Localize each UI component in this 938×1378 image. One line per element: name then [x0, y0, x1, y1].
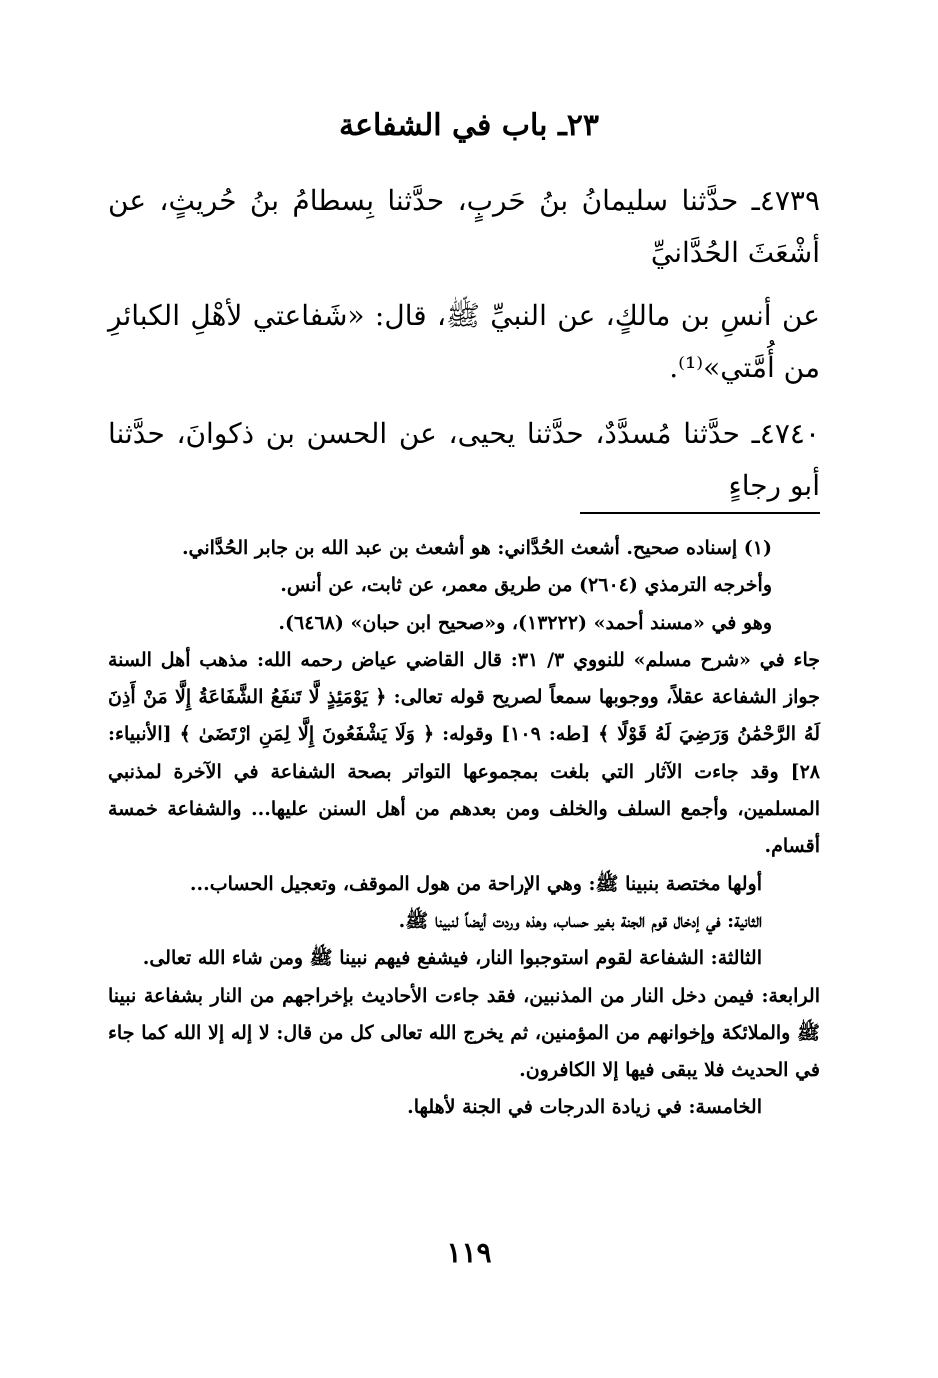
footnote-takhrij: وأخرجه الترمذي (٢٦٠٤) من طريق معمر، عن ثابت، عن أنس. [280, 574, 772, 597]
page-number: ١١٩ [446, 1236, 492, 1269]
footnotes [108, 530, 820, 1127]
footnote-section-1: أولها مختصة بنبينا ﷺ: وهي الإراحة من هول الموقف، وتعجيل الحساب... [189, 872, 762, 895]
footnote-1: (١) إسناده صحيح. أشعث الحُدَّاني: هو أشعث بن عبد الله بن جابر الحُدَّاني. [181, 537, 772, 559]
footnote-references: وهو في «مسند أحمد» (١٣٢٢٢)، و«صحيح ابن حبان» (٦٤٦٨). [278, 611, 772, 634]
chapter-title: ٢٣ـ باب في الشفاعة [339, 108, 599, 143]
footnote-section-2: الثانية: في إدخال قوم الجنة بغير حساب، وهذه وردت أيضاً لنبينا ﷺ. [398, 909, 762, 932]
hadith-4740-isnad: ٤٧٤٠ـ حدَّثنا مُسدَّدٌ، حدَّثنا يحيى، عن الحسن بن ذكوانَ، حدَّثنا أبو رجاءٍ [108, 417, 820, 502]
footnote-divider [580, 512, 820, 514]
footnote-commentary: جاء في «شرح مسلم» للنووي ٣/ ٣١: قال القاضي عياض رحمه الله: مذهب أهل السنة جواز الشفاعة عقلاً، ووجوبها سمعاً لصريح قوله تعالى: ﴿ يَوْمَئِذٍ لَّا تَنفَعُ الشَّفَاعَةُ إِلَّا مَنْ أَذِنَ لَهُ الرَّحْمَٰنُ وَرَضِيَ لَهُ قَوْلًا ﴾ [طه: ١٠٩] وقوله: ﴿ وَلَا يَشْفَعُونَ إِلَّا لِمَنِ ارْتَضَىٰ ﴾ [الأنبياء: ٢٨] وقد جاءت الآثار التي بلغت بمجموعها التواتر بصحة الشفاعة في الآخرة لمذنبي المسلمين، وأجمع السلف والخلف ومن بعدهم من أهل السنن عليها... والشفاعة خمسة أقسام. [108, 648, 821, 858]
footnote-section-4: الرابعة: فيمن دخل النار من المذنبين، فقد جاءت الأحاديث بإخراجهم من النار بشفاعة نبينا ﷺ والملائكة وإخوانهم من المؤمنين، ثم يخرج الله تعالى كل من قال: لا إله إلا الله كما جاء في الحديث فلا يبقى فيها إلا الكافرون. [108, 984, 820, 1082]
hadith-4739-isnad: ٤٧٣٩ـ حدَّثنا سليمانُ بنُ حَربٍ، حدَّثنا بِسطامُ بنُ حُريثٍ، عن أشْعَثَ الحُدَّانيِّ [108, 184, 820, 269]
footnote-section-5: الخامسة: في زيادة الدرجات في الجنة لأهلها. [407, 1096, 762, 1119]
footnote-section-3: الثالثة: الشفاعة لقوم استوجبوا النار، فيشفع فيهم نبينا ﷺ ومن شاء الله تعالى. [142, 947, 762, 970]
hadith-4739-matn: عن أنسِ بن مالكٍ، عن النبيِّ ﷺ، قال: «شَفاعتي لأهْلِ الكبائرِ من أُمَّتي»⁽¹⁾. [108, 299, 820, 384]
